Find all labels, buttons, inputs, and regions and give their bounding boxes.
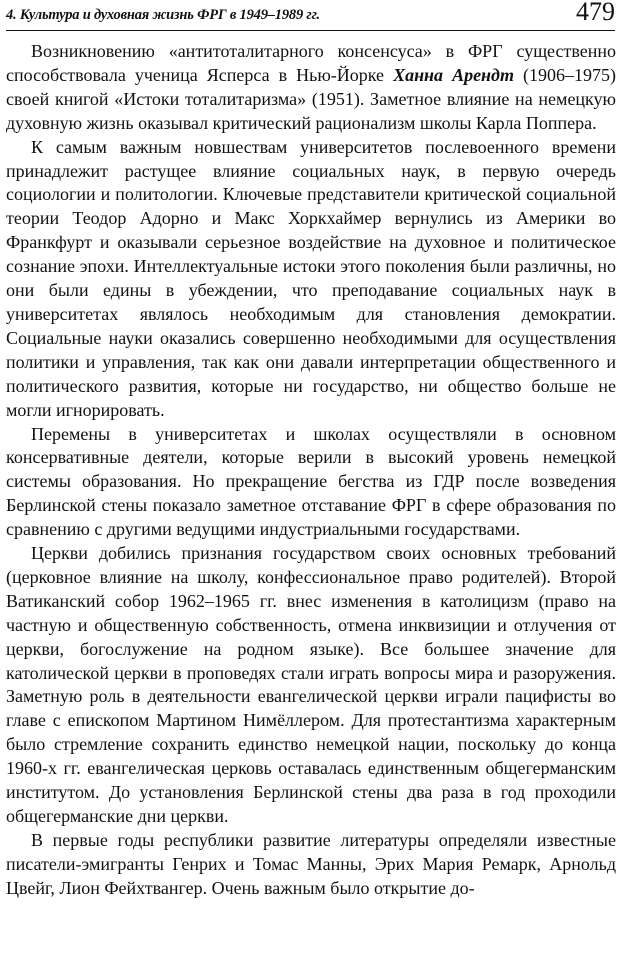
page-number: 479 — [576, 0, 615, 26]
body-text — [6, 40, 616, 901]
paragraph-text: (1906–1975) своей книгой «Истоки тоталитаризма» (1951). Заметное влияние на немецкую духовную жизнь оказывал критический рационализм школы Карла Поппера. — [6, 64, 616, 133]
chapter-title: 4. Культура и духовная жизнь ФРГ в 1949–1989 гг. — [6, 7, 320, 23]
paragraph-education: Перемены в университетах и школах осуществляли в основном консервативные деятели, которые верили в высокий уровень немецкой системы образования. Но прекращение бегства из ГДР после возведения Берлинской стены показало заметное отставание ФРГ в сфере образования по сравнению с другими ведущими индустриальными государствами. — [6, 423, 616, 540]
running-header — [6, 0, 615, 31]
paragraph-churches: Церкви добились признания государством своих основных требований (церковное влияние на школу, конфессиональное право родителей). Второй Ватиканский собор 1962–1965 гг. внес изменения в католицизм (право на частную и общественную собственность, отмена инквизиции и отлучения от церкви, богослужение на родном языке). Все большее значение для католической церкви в проповедях стали играть вопросы мира и разоружения. Заметную роль в деятельности евангелической церкви играли пацифисты во главе с епископом Мартином Нимёллером. Для протестантизма характерным было стремление сохранить единство немецкой нации, поскольку до конца 1960-х гг. евангелическая церковь оставалась единственным общегерманским институтом. До установления Берлинской стены два раза в год проходили общегерманские дни церкви. — [6, 543, 616, 826]
paragraph-social-sciences: К самым важным новшествам университетов послевоенного времени принадлежит растущее влияние социальных наук, в первую очередь социологии и политологии. Ключевые представители критической социальной теории Теодор Адорно и Макс Хоркхаймер вернулись из Америки во Франкфурт и оказывали серьезное воздействие на духовное и политическое сознание эпохи. Интеллектуальные истоки этого поколения были различны, но они были едины в убеждении, что преподавание социальных наук в университетах являлось необходимым для становления демократии. Социальные науки оказались совершенно необходимыми для осуществления политики и управления, так как они давали интерпретации общественного и политического развития, которые ни государство, ни общество больше не могли игнорировать. — [6, 136, 616, 420]
emphasized-name: Ханна Арендт — [393, 64, 514, 85]
paragraph-literature: В первые годы республики развитие литературы определяли известные писатели-эмигранты Генрих и Томас Манны, Эрих Мария Ремарк, Арнольд Цвейг, Лион Фейхтвангер. Очень важным было открытие до- — [6, 829, 616, 898]
paragraph-arendt — [6, 40, 616, 136]
paragraph-text: Возникновению «антитоталитарного консенсуса» в ФРГ существенно способствовала ученица Ясперса в Нью-Йорке — [6, 41, 616, 85]
